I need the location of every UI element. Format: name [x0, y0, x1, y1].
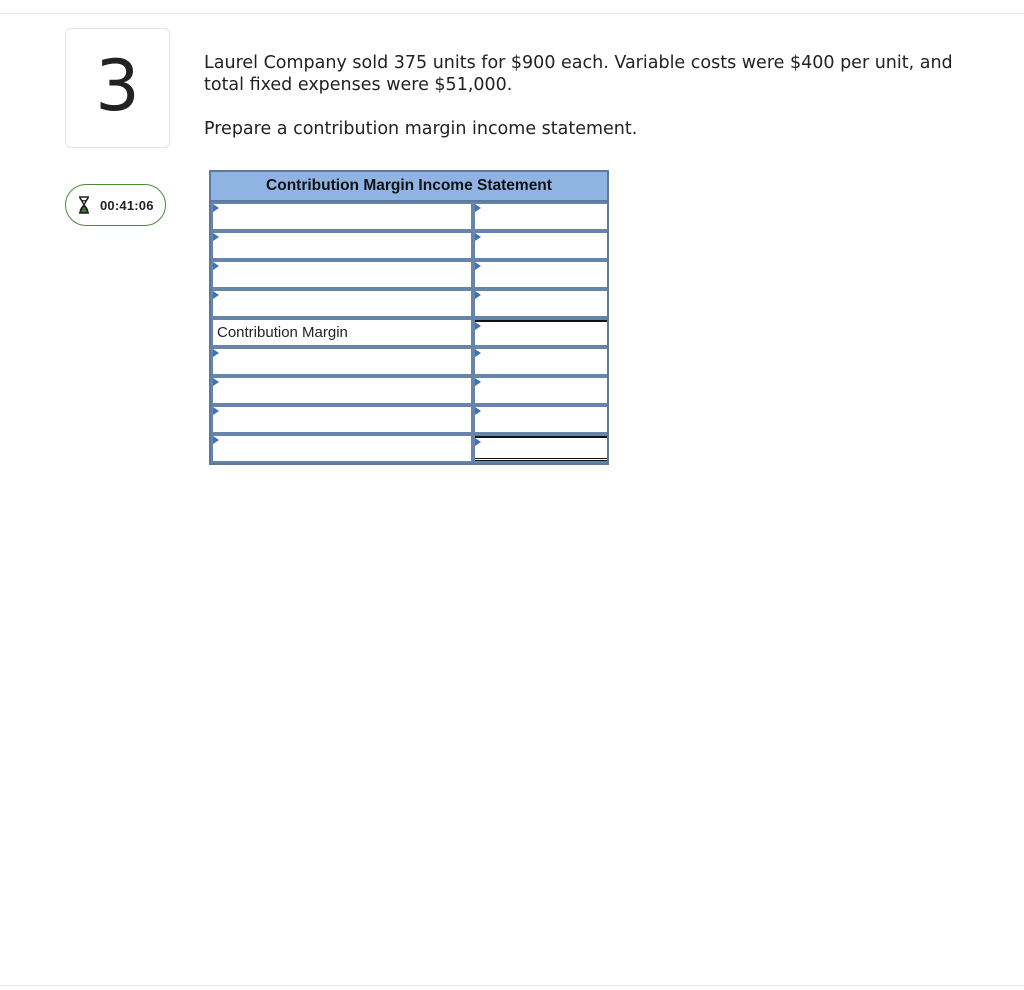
bottom-divider [0, 985, 1024, 986]
table-row [211, 202, 607, 231]
table-row [211, 434, 607, 463]
label-dropdown[interactable] [213, 291, 471, 316]
question-body [204, 52, 994, 140]
label-dropdown[interactable] [213, 262, 471, 287]
label-dropdown[interactable] [213, 349, 471, 374]
amount-input[interactable] [475, 204, 607, 229]
question-text: Laurel Company sold 375 units for $900 each. Variable costs were $400 per unit, and total fixed expenses were $51,000. [204, 53, 953, 95]
table-row [211, 376, 607, 405]
contribution-margin-row [211, 318, 607, 347]
dropdown-triangle-icon [213, 233, 219, 241]
amount-input[interactable] [475, 349, 607, 374]
net-income-amount-input[interactable] [475, 436, 607, 461]
table-row [211, 405, 607, 434]
amount-input[interactable] [475, 378, 607, 403]
dropdown-triangle-icon [475, 233, 481, 241]
label-dropdown[interactable] [213, 378, 471, 403]
dropdown-triangle-icon [213, 349, 219, 357]
amount-input[interactable] [475, 262, 607, 287]
dropdown-triangle-icon [213, 291, 219, 299]
label-dropdown[interactable] [213, 436, 471, 461]
table-row [211, 231, 607, 260]
dropdown-triangle-icon [475, 438, 481, 446]
dropdown-triangle-icon [475, 204, 481, 212]
dropdown-triangle-icon [475, 291, 481, 299]
timer-text: 00:41:06 [100, 197, 154, 213]
dropdown-triangle-icon [475, 407, 481, 415]
hourglass-icon [78, 196, 90, 214]
dropdown-triangle-icon [213, 204, 219, 212]
table-row [211, 289, 607, 318]
dropdown-triangle-icon [213, 378, 219, 386]
label-dropdown[interactable] [213, 204, 471, 229]
dropdown-triangle-icon [475, 322, 481, 330]
timer-badge [65, 184, 166, 226]
income-statement-table [209, 170, 609, 465]
top-divider [0, 13, 1024, 14]
contribution-margin-amount-input[interactable] [475, 320, 607, 345]
dropdown-triangle-icon [213, 407, 219, 415]
dropdown-triangle-icon [475, 378, 481, 386]
amount-input[interactable] [475, 407, 607, 432]
contribution-margin-label: Contribution Margin [213, 320, 471, 345]
dropdown-triangle-icon [475, 349, 481, 357]
question-prompt: Prepare a contribution margin income statement. [204, 119, 638, 139]
label-dropdown[interactable] [213, 407, 471, 432]
table-row [211, 260, 607, 289]
amount-input[interactable] [475, 233, 607, 258]
label-dropdown[interactable] [213, 233, 471, 258]
dropdown-triangle-icon [213, 436, 219, 444]
amount-input[interactable] [475, 291, 607, 316]
question-number-badge [65, 28, 170, 148]
dropdown-triangle-icon [475, 262, 481, 270]
statement-title: Contribution Margin Income Statement [211, 172, 607, 202]
table-row [211, 347, 607, 376]
dropdown-triangle-icon [213, 262, 219, 270]
question-number: 3 [95, 45, 140, 127]
